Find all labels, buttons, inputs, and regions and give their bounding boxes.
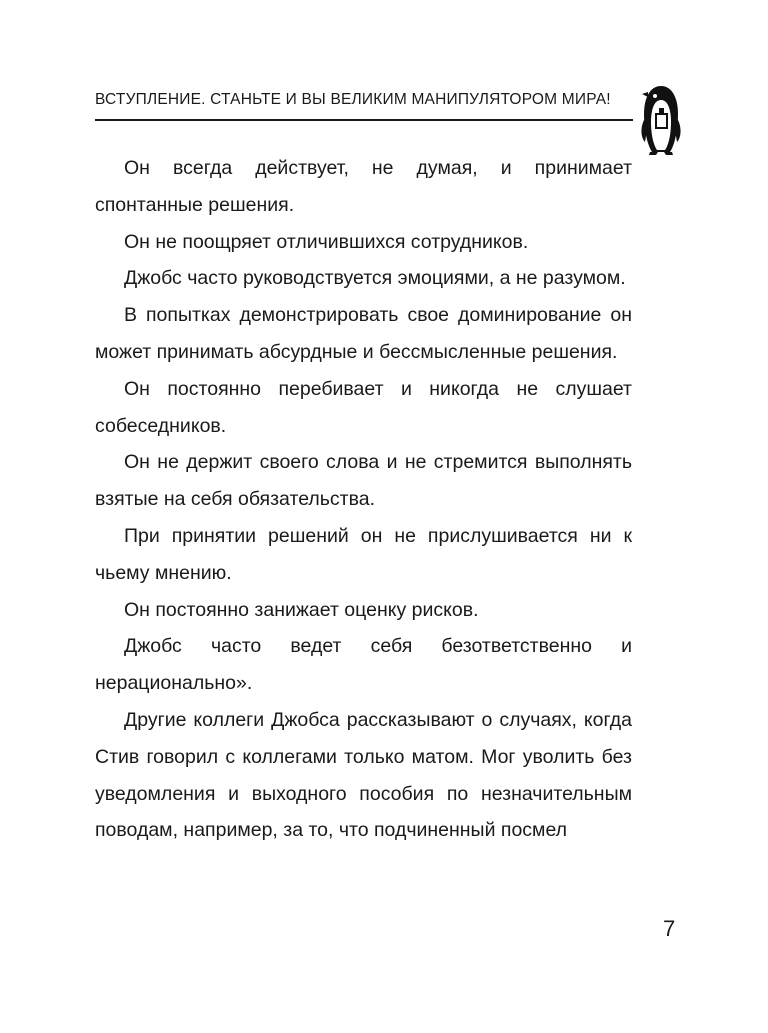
paragraph: Он не держит своего слова и не стремится выполнять взятые на себя обязательства.: [95, 451, 632, 511]
paragraph: Джобс часто руководствуется эмоциями, а не разумом.: [124, 267, 626, 290]
page-number: 7: [663, 916, 676, 941]
header-rule: [95, 119, 633, 121]
paragraph: Он не поощряет отличившихся сотрудников.: [124, 230, 529, 253]
running-header-title: ВСТУПЛЕНИЕ. СТАНЬТЕ И ВЫ ВЕЛИКИМ МАНИПУЛЯТОРОМ МИРА!: [95, 91, 611, 108]
paragraph: Он постоянно перебивает и никогда не слушает собеседников.: [95, 377, 632, 437]
paragraph: Он всегда действует, не думая, и принимает спонтанные решения.: [95, 157, 632, 216]
paragraph: В попытках демонстрировать свое доминирование он может принимать абсурдные и бессмысленные решения.: [95, 304, 632, 363]
penguin-icon: [640, 84, 682, 156]
paragraph: Джобс часто ведет себя безответственно и нерационально».: [95, 635, 632, 695]
running-header: [95, 90, 635, 110]
body-text: [95, 150, 632, 849]
paragraph: При принятии решений он не прислушивается ни к чьему мнению.: [95, 524, 632, 584]
paragraph: Он постоянно занижает оценку рисков.: [124, 598, 479, 621]
paragraph: Другие коллеги Джобса рассказывают о случаях, когда Стив говорил с коллегами только матом. Мог уволить без уведомления и выходного пособия по незначительным поводам, например, за то, что подчиненный посмел: [95, 708, 632, 842]
